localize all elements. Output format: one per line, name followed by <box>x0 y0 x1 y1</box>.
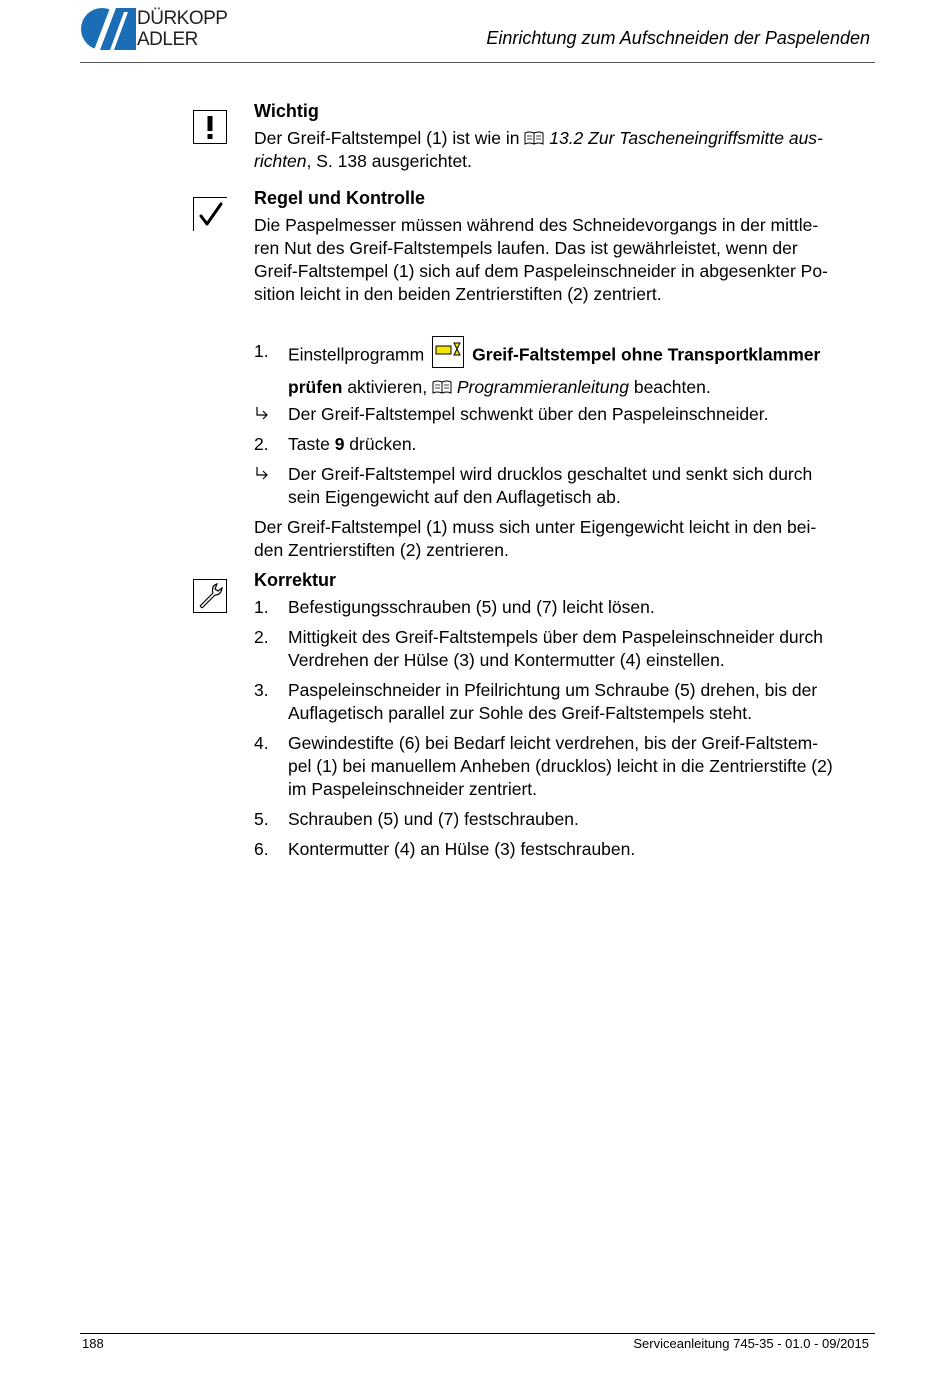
check-line: Die Paspelmesser müssen während des Schneidevorgangs in der mittle- <box>254 215 819 235</box>
step-1-mid: aktivieren, <box>342 377 432 397</box>
list-item <box>254 679 869 725</box>
result-2-line: Der Greif-Faltstempel wird drucklos geschaltet und senkt sich durch <box>288 464 813 484</box>
conclusion-line: den Zentrierstiften (2) zentrieren. <box>254 540 509 560</box>
item-line: im Paspeleinschneider zentriert. <box>288 779 538 799</box>
logo-line-1: DÜRKOPP <box>137 8 228 29</box>
conclusion-line: Der Greif-Faltstempel (1) muss sich unter Eigengewicht leicht in den bei- <box>254 517 817 537</box>
important-heading: Wichtig <box>254 101 319 121</box>
step-2-pre: Taste <box>288 434 335 454</box>
step-2-post: drücken. <box>344 434 417 454</box>
list-item <box>254 596 869 619</box>
book-icon <box>432 380 452 395</box>
check-line: sition leicht in den beiden Zentrierstiften (2) zentriert. <box>254 284 662 304</box>
result-arrow-icon <box>254 406 270 422</box>
list-item <box>254 463 869 509</box>
book-icon <box>524 131 544 146</box>
list-item <box>254 340 869 399</box>
checkmark-icon <box>193 197 227 231</box>
step-number: 2. <box>254 434 269 454</box>
page-number: 188 <box>82 1336 104 1351</box>
durkopp-adler-logo <box>80 6 270 54</box>
check-section <box>254 187 869 306</box>
header-rule <box>80 62 875 63</box>
step-2-key: 9 <box>334 434 345 454</box>
correction-heading: Korrektur <box>254 570 337 590</box>
logo-mark-icon <box>80 6 136 52</box>
footer-rule <box>80 1333 875 1334</box>
item-line: Kontermutter (4) an Hülse (3) festschrauben. <box>288 839 636 859</box>
item-line: pel (1) bei manuellem Anheben (drucklos) leicht in die Zentrierstifte (2) <box>288 756 833 776</box>
list-item <box>254 433 869 456</box>
steps-section <box>254 340 869 562</box>
item-line: Verdrehen der Hülse (3) und Kontermutter (4) einstellen. <box>288 650 725 670</box>
step-number: 3. <box>254 680 269 700</box>
item-line: Gewindestifte (6) bei Bedarf leicht verdrehen, bis der Greif-Faltstem- <box>288 733 819 753</box>
important-text-pre: Der Greif-Faltstempel (1) ist wie in <box>254 128 520 148</box>
step-1-bold-cont: prüfen <box>288 377 343 397</box>
item-line: Paspeleinschneider in Pfeilrichtung um Schraube (5) drehen, bis der <box>288 680 818 700</box>
program-icon <box>432 336 464 368</box>
list-item <box>254 732 869 801</box>
list-item <box>254 838 869 861</box>
correction-section <box>254 569 869 868</box>
list-item <box>254 808 869 831</box>
important-ref-link-cont[interactable]: richten <box>254 151 307 171</box>
header-title: Einrichtung zum Aufschneiden der Paspelenden <box>486 28 870 48</box>
important-section <box>254 100 869 173</box>
result-arrow-icon <box>254 466 270 482</box>
exclamation-icon <box>193 110 227 144</box>
result-1: Der Greif-Faltstempel schwenkt über den Paspeleinschneider. <box>288 404 769 424</box>
wrench-icon <box>193 579 227 613</box>
check-line: Greif-Faltstempel (1) sich auf dem Paspeleinschneider in abgesenkter Po- <box>254 261 828 281</box>
step-number: 6. <box>254 839 269 859</box>
step-number: 2. <box>254 627 269 647</box>
check-heading: Regel und Kontrolle <box>254 188 425 208</box>
logo-line-2: ADLER <box>137 29 198 50</box>
list-item <box>254 403 869 426</box>
item-line: Mittigkeit des Greif-Faltstempels über dem Paspeleinschneider durch <box>288 627 823 647</box>
important-text <box>254 127 869 173</box>
list-item <box>254 626 869 672</box>
step-number: 4. <box>254 733 269 753</box>
step-number: 1. <box>254 597 269 617</box>
important-text-post: , S. 138 ausgerichtet. <box>306 151 472 171</box>
step-1-pre: Einstellprogramm <box>288 344 425 365</box>
result-2-line: sein Eigengewicht auf den Auflagetisch ab. <box>288 487 621 507</box>
step-1-post: beachten. <box>628 377 711 397</box>
step-number: 1. <box>254 341 269 361</box>
item-line: Auflagetisch parallel zur Sohle des Greif-Faltstempels steht. <box>288 703 752 723</box>
step-number: 5. <box>254 809 269 829</box>
check-line: ren Nut des Greif-Faltstempels laufen. Das ist gewährleistet, wenn der <box>254 238 798 258</box>
item-line: Schrauben (5) und (7) festschrauben. <box>288 809 579 829</box>
document-reference: Serviceanleitung 745-35 - 01.0 - 09/2015 <box>633 1336 869 1351</box>
important-ref-link[interactable]: 13.2 Zur Tascheneingriffsmitte aus- <box>549 128 823 148</box>
step-1-bold: Greif-Faltstempel ohne Transportklammer <box>472 344 821 365</box>
programming-manual-link[interactable]: Programmieranleitung <box>456 377 629 397</box>
item-line: Befestigungsschrauben (5) und (7) leicht lösen. <box>288 597 655 617</box>
